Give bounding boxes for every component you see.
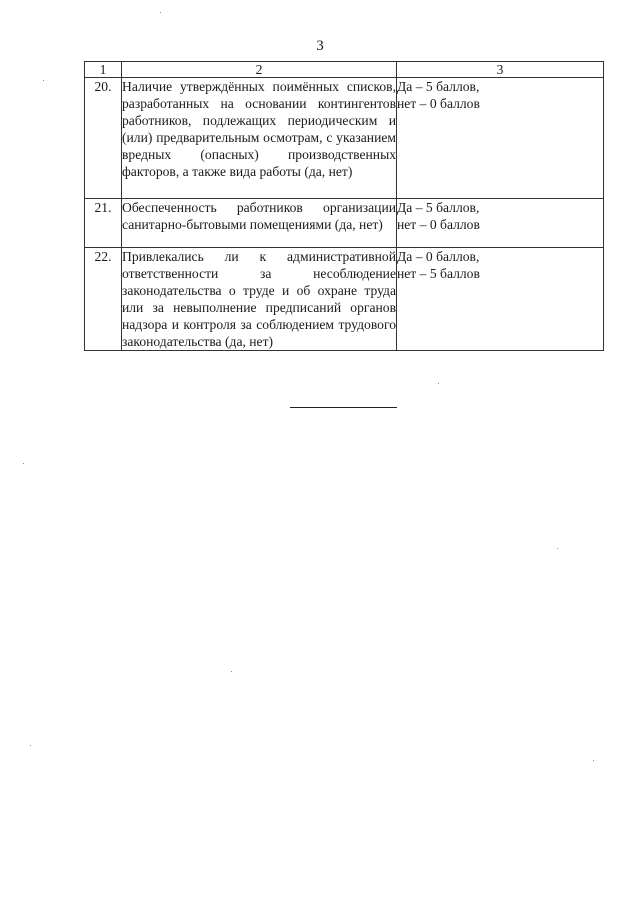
end-divider-line <box>290 407 397 408</box>
row-number: 21. <box>85 199 122 248</box>
score-yes: Да – 5 баллов, <box>397 79 480 94</box>
column-header-criterion: 2 <box>122 62 397 78</box>
scan-speck <box>557 548 558 549</box>
scan-speck <box>43 80 44 81</box>
score-cell <box>397 199 604 248</box>
table-header-row <box>85 62 604 78</box>
criterion-text: Привлекались ли к административной ответственности за несоблюдение законодательства о труде и об охране труда или за невыполнение предписаний органов надзора и контроля за соблюдением трудового законодательства (да, нет) <box>122 249 396 349</box>
score-no: нет – 5 баллов <box>397 266 480 281</box>
table-row <box>85 78 604 199</box>
table-row <box>85 199 604 248</box>
scan-speck <box>30 745 31 746</box>
score-cell <box>397 248 604 351</box>
page-number: 3 <box>316 38 324 54</box>
scan-speck <box>160 12 161 13</box>
criterion-text: Обеспеченность работников организации санитарно-бытовыми помещениями (да, нет) <box>122 199 397 248</box>
score-no: нет – 0 баллов <box>397 217 480 232</box>
score-no: нет – 0 баллов <box>397 96 480 111</box>
score-cell <box>397 78 604 199</box>
criterion-text: Наличие утверждённых поимённых списков, разработанных на основании контингентов работников, подлежащих периодическим и (или) предварительным осмотрам, с указанием вредных (опасных) производственных факторов, а также вида работы (да, нет) <box>122 78 397 199</box>
row-number: 22. <box>85 248 122 351</box>
score-yes: Да – 0 баллов, <box>397 249 480 264</box>
column-header-number: 1 <box>85 62 122 78</box>
row-number: 20. <box>85 78 122 199</box>
score-yes: Да – 5 баллов, <box>397 200 480 215</box>
scan-speck <box>231 671 232 672</box>
scan-speck <box>438 383 439 384</box>
scan-speck <box>23 463 24 464</box>
column-header-score: 3 <box>397 62 604 78</box>
criteria-table <box>84 61 604 351</box>
scan-speck <box>593 760 594 761</box>
table-row <box>85 248 604 351</box>
